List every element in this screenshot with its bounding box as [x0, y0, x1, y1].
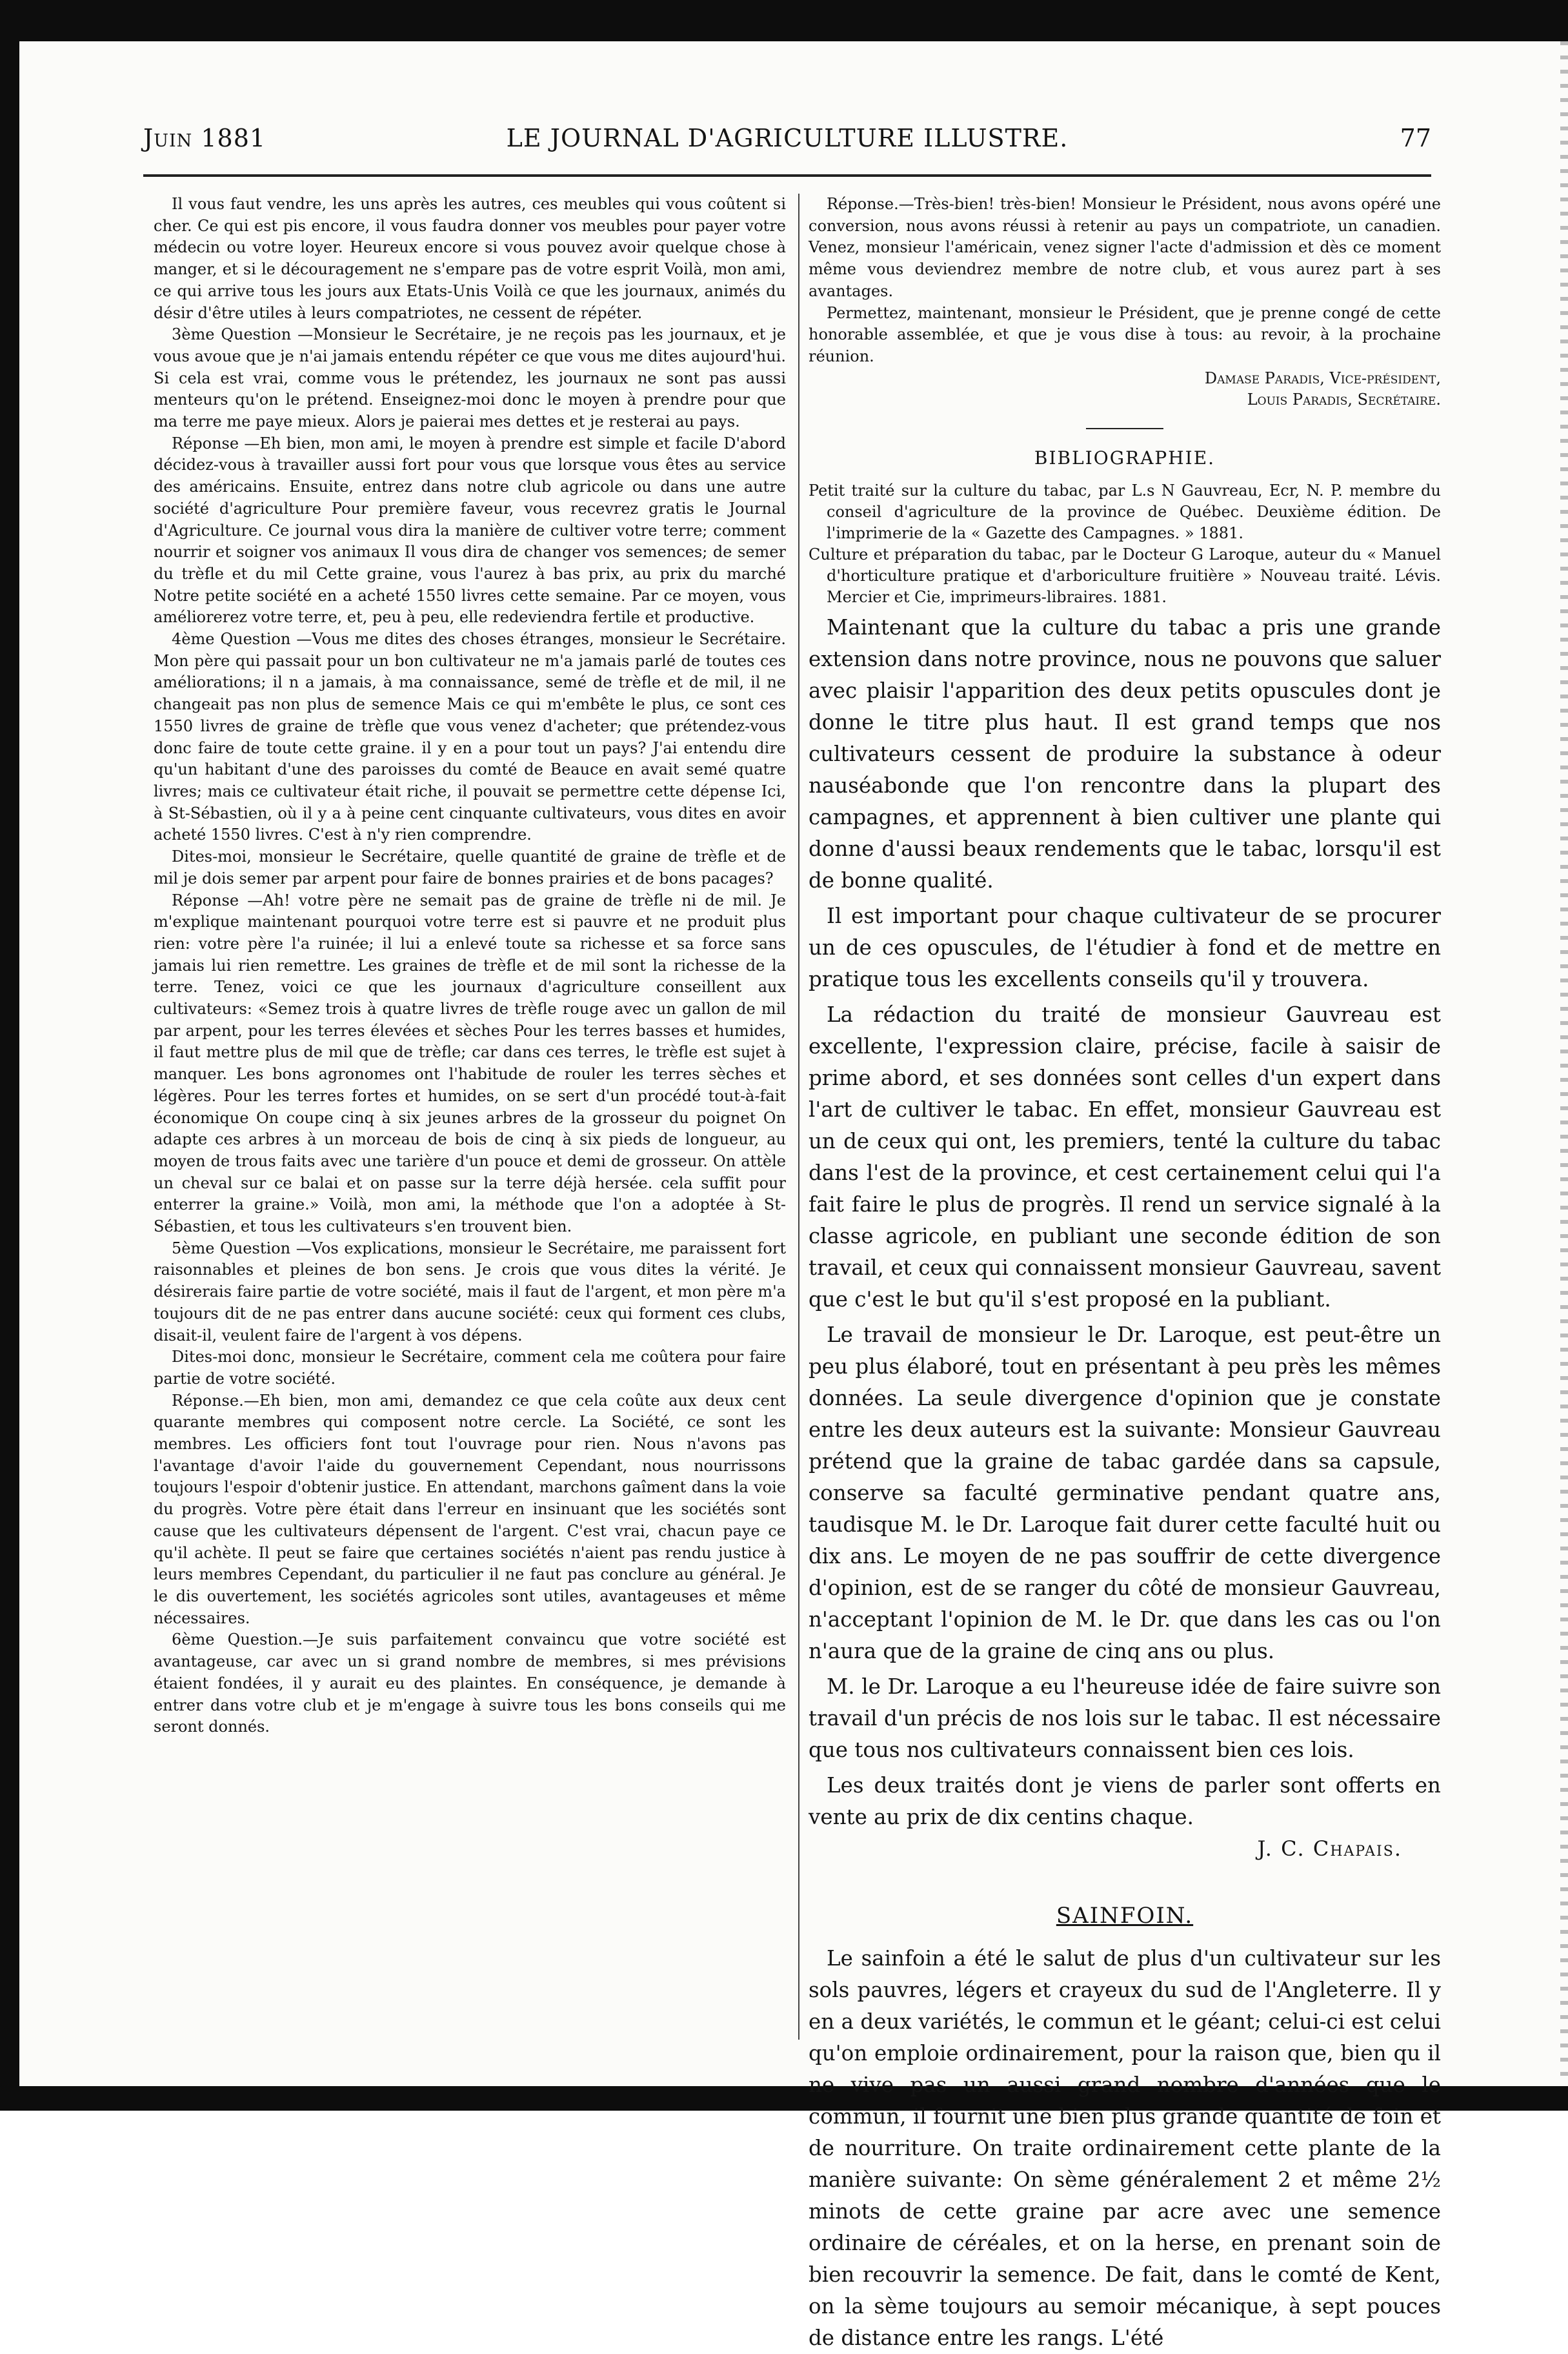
left-column — [154, 194, 786, 1738]
paragraph: Le travail de monsieur le Dr. Laroque, est peut-être un peu plus élaboré, tout en présentant à peu près les mêmes données. La seule divergence d'opinion que je constate entre les deux auteurs est la suivante: Monsieur Gauvreau prétend que la graine de tabac gardée dans sa capsule, conserve sa faculté germinative pendant quatre ans, taudisque M. le Dr. Laroque fait durer cette faculté huit ou dix ans. Le moyen de ne pas souffrir de cette divergence d'opinion, est de se ranger du côté de monsieur Gauvreau, n'acceptant l'opinion de M. le Dr. que dans les cas ou l'on n'aura que de la graine de cinq ans ou plus. — [809, 1323, 1441, 1664]
page-header — [143, 116, 1431, 165]
bibliography-entries — [809, 480, 1441, 608]
paragraph: Il vous faut vendre, les uns après les autres, ces meubles qui vous coûtent si cher. Ce qui est pis encore, il vous faudra donner vos meubles pour payer votre médecin ou votre loyer. Heureux encore si vous pouvez avoir quelque chose à manger, et si le découragement ne s'empare pas de votre esprit Voilà, mon ami, ce qui arrive tous les jours aux Etats-Unis Voilà ce que les journaux, animés du désir d'être utiles à leurs compatriotes, ne cessent de répéter. — [154, 195, 786, 322]
paragraph: M. le Dr. Laroque a eu l'heureuse idée de faire suivre son travail d'un précis de nos lois sur le tabac. Il est nécessaire que tous nos cultivateurs connaissent bien ces lois. — [809, 1674, 1441, 1763]
paragraph: 4ème Question —Vous me dites des choses étranges, monsieur le Secrétaire. Mon père qui passait pour un bon cultivateur ne m'a jamais parlé de toutes ces améliorations; il n a jamais, à ma connaissance, semé de trèfle et de mil, il ne changeait pas non plus de semence Mais ce qui m'embête le plus, ce sont ces 1550 livres de graine de trèfle que vous venez d'acheter; que prétendez-vous donc faire de toute cette graine. il y en a pour tout un pays? J'ai entendu dire qu'un habitant d'une des paroisses du comté de Beauce en avait semé quatre livres; mais ce cultivateur était riche, il pouvait se permettre cette dépense Ici, à St-Sébastien, où il y a à peine cent cinquante cultivateurs, vous dites en avoir acheté 1550 livres. C'est à n'y rien comprendre. — [154, 630, 786, 844]
paragraph: La rédaction du traité de monsieur Gauvreau est excellente, l'expression claire, précise, facile à saisir de prime abord, et ses données sont celles d'un expert dans l'art de cultiver le tabac. En effet, monsieur Gauvreau est un de ceux qui ont, les premiers, tenté la culture du tabac dans l'est de la province, et cest certainement celui qui l'a fait faire le plus de progrès. Il rend un service signalé à la classe agricole, en publiant une seconde édition de son travail, et ceux qui connaissent monsieur Gauvreau, savent que c'est le but qu'il s'est proposé en la publiant. — [809, 1002, 1441, 1312]
paragraph: 3ème Question —Monsieur le Secrétaire, je ne reçois pas les journaux, et je vous avoue que je n'ai jamais entendu répéter ce que vous me dites aujourd'hui. Si cela est vrai, comme vous le prétendez, les journaux ne sont pas aussi menteurs qu'on le prétend. Enseignez-moi donc le moyen à prendre pour que ma terre me paye mieux. Alors je paierai mes dettes et je resterai au pays. — [154, 325, 786, 431]
paragraph: Dites-moi, monsieur le Secrétaire, quelle quantité de graine de trèfle et de mil je dois semer par arpent pour faire de bonnes prairies et de bons pacages? — [154, 847, 786, 888]
dialogue-end — [809, 194, 1441, 411]
review-signature: J. C. Chapais. — [1257, 1836, 1402, 1862]
scan-top-border — [0, 0, 1568, 41]
paragraph: Maintenant que la culture du tabac a pris une grande extension dans notre province, nous ne pouvons que saluer avec plaisir l'apparition des deux petits opuscules dont je donne le titre plus haut. Il est grand temps que nos cultivateurs cessent de produire la substance à odeur nauséabonde que l'on rencontre dans la plupart des campagnes, et apprennent à bien cultiver une plante qui donne d'aussi beaux rendements que le tabac, lorsqu'il est de bonne qualité. — [809, 615, 1441, 893]
paragraph: Permettez, maintenant, monsieur le Président, que je prenne congé de cette honorable assemblée, et que je vous dise à tous: au revoir, à la prochaine réunion. — [809, 303, 1441, 365]
section-rule — [1086, 428, 1163, 429]
signature-secretary: Louis Paradis, Secrétaire. — [1247, 391, 1441, 409]
page-number: 77 — [1400, 124, 1431, 152]
issue-date: Juin 1881 — [143, 124, 266, 152]
sainfoin-title: SAINFOIN. — [1056, 1903, 1194, 1929]
paragraph: Réponse.—Eh bien, mon ami, demandez ce que cela coûte aux deux cent quarante membres qui composent notre cercle. La Société, ce sont les membres. Les officiers font tout l'ouvrage pour rien. Nous n'avons pas l'avantage d'avoir l'aide du gouvernement Cependant, nous nourrissons toujours l'espoir d'obtenir justice. En attendant, marchons gaîment dans la voie du progrès. Votre père était dans l'erreur en insinuant que les sociétés sont cause que les cultivateurs dépensent de l'argent. C'est vrai, chacun paye ce qu'il achète. Il peut se faire que certaines sociétés n'aient pas rendu justice à leurs membres Cependant, du particulier il ne faut pas conclure au général. Je le dis ouvertement, les sociétés agricoles sont utiles, avantageuses et même nécessaires. — [154, 1391, 786, 1627]
bibliography-entry: Petit traité sur la culture du tabac, par L.s N Gauvreau, Ecr, N. P. membre du conseil d'agriculture de la province de Québec. Deuxième édition. De l'imprimerie de la « Gazette des Campagnes. » 1881. — [809, 482, 1441, 543]
paragraph: Réponse.—Très-bien! très-bien! Monsieur le Président, nous avons opéré une conversion, nous avons réussi à retenir au pays un compatriote, un canadien. Venez, monsieur l'américain, venez signer l'acte d'admission et dès ce moment même vous deviendrez membre de notre club, et vous aurez part à ses avantages. — [809, 195, 1441, 300]
paragraph: Les deux traités dont je viens de parler sont offerts en vente au prix de dix centins chaque. — [809, 1773, 1441, 1830]
paragraph: Le sainfoin a été le salut de plus d'un cultivateur sur les sols pauvres, légers et crayeux du sud de l'Angleterre. Il y en a deux variétés, le commun et le géant; celui-ci est celui qu'on emploie ordinairement, pour la raison que, bien qu il ne vive pas un aussi grand nombre d'années que le commun, il fournit une bien plus grande quantité de foin et de nourriture. On traite ordinairement cette plante de la manière suivante: On sème généralement 2 et même 2½ minots de cette graine par acre avec une semence ordinaire de céréales, et on la herse, en prenant soin de bien recouvrir la semence. De fait, dans le comté de Kent, on la sème toujours au semoir mécanique, à sept pouces de distance entre les rangs. L'été — [809, 1946, 1441, 2351]
bibliography-review — [809, 612, 1441, 1833]
paragraph: 6ème Question.—Je suis parfaitement convaincu que votre société est avantageuse, car avec un si grand nombre de membres, si mes prévisions étaient fondées, il y aurait eu des plaintes. En conséquence, je demande à entrer dans votre club et je m'engage à suivre tous les bons conseils qui me seront donnés. — [154, 1630, 786, 1736]
journal-title: LE JOURNAL D'AGRICULTURE ILLUSTRE. — [506, 124, 1069, 152]
paragraph: Dites-moi donc, monsieur le Secrétaire, comment cela me coûtera pour faire partie de votre société. — [154, 1348, 786, 1388]
paragraph: Réponse —Ah! votre père ne semait pas de graine de trèfle ni de mil. Je m'explique maintenant pourquoi votre terre est si pauvre et ne produit plus rien: votre père l'a ruinée; il lui a enlevé toute sa richesse et sa force sans jamais lui rien remettre. Les graines de trèfle et de mil sont la richesse de la terre. Tenez, voici ce que les journaux d'agriculture conseillent aux cultivateurs: «Semez trois à quatre livres de trèfle rouge avec un gallon de mil par arpent, pour les terres élevées et sèches Pour les terres basses et humides, il faut mettre plus de mil que de trèfle; car dans ces terres, le trèfle est sujet à manquer. Les bons agronomes ont l'habitude de rouler les terres sèches et légères. Pour les terres fortes et humides, on se sert d'un procédé tout-à-fait économique On coupe cinq à six jeunes arbres de la grosseur du poignet On adapte ces arbres à un morceau de bois de cinq à six pieds de longueur, au moyen de trous faits avec une tarière d'un pouce et demi de grosseur. On attèle un cheval sur ce balai et on passe sur la terre déjà hersée. cela suffit pour enterrer la graine.» Voilà, mon ami, la méthode que l'on a adoptée à St-Sébastien, et tous les cultivateurs s'en trouvent bien. — [154, 891, 786, 1236]
paragraph: Réponse —Eh bien, mon ami, le moyen à prendre est simple et facile D'abord décidez-vous à travailler aussi fort pour vous que lorsque vous êtes au service des américains. Ensuite, entrez dans notre club agricole ou dans une autre société d'agriculture Pour première faveur, vous recevrez gratis le Journal d'Agriculture. Ce journal vous dira la manière de cultiver votre terre; comment nourrir et soigner vos animaux Il vous dira de changer vos semences; de semer du trèfle et du mil Cette graine, vous l'aurez à bas prix, au prix du marché Notre petite société en a acheté 1550 livres cette semaine. Par ce moyen, vous améliorerez votre terre, et, peu à peu, elle redeviendra fertile et productive. — [154, 434, 786, 627]
scan-right-edge — [1560, 41, 1568, 2086]
sainfoin-article — [809, 1943, 1441, 2354]
column-divider — [798, 194, 799, 2040]
paragraph: 5ème Question —Vos explications, monsieur le Secrétaire, me paraissent fort raisonnables et pleines de bon sens. Je crois que vous dites la vérité. Je désirerais faire partie de votre société, mais il faut de l'argent, et mon père m'a toujours dit de ne pas entrer dans aucune société: ceux qui forment ces clubs, disait-il, veulent faire de l'argent à vos dépens. — [154, 1239, 786, 1344]
right-column — [809, 194, 1441, 2354]
paragraph: Il est important pour chaque cultivateur de se procurer un de ces opuscules, de l'étudier à fond et de mettre en pratique tous les excellents conseils qu'il y trouvera. — [809, 904, 1441, 992]
header-rule — [143, 174, 1431, 177]
bibliography-entry: Culture et préparation du tabac, par le Docteur G Laroque, auteur du « Manuel d'horticulture pratique et d'arboriculture fruitière » Nouveau traité. Lévis. Mercier et Cie, imprimeurs-libraires. 1881. — [809, 545, 1441, 607]
bibliography-title: BIBLIOGRAPHIE. — [1034, 447, 1216, 469]
scan-left-border — [0, 41, 19, 2111]
signature-vice-president: Damase Paradis, Vice-président, — [1204, 369, 1441, 387]
